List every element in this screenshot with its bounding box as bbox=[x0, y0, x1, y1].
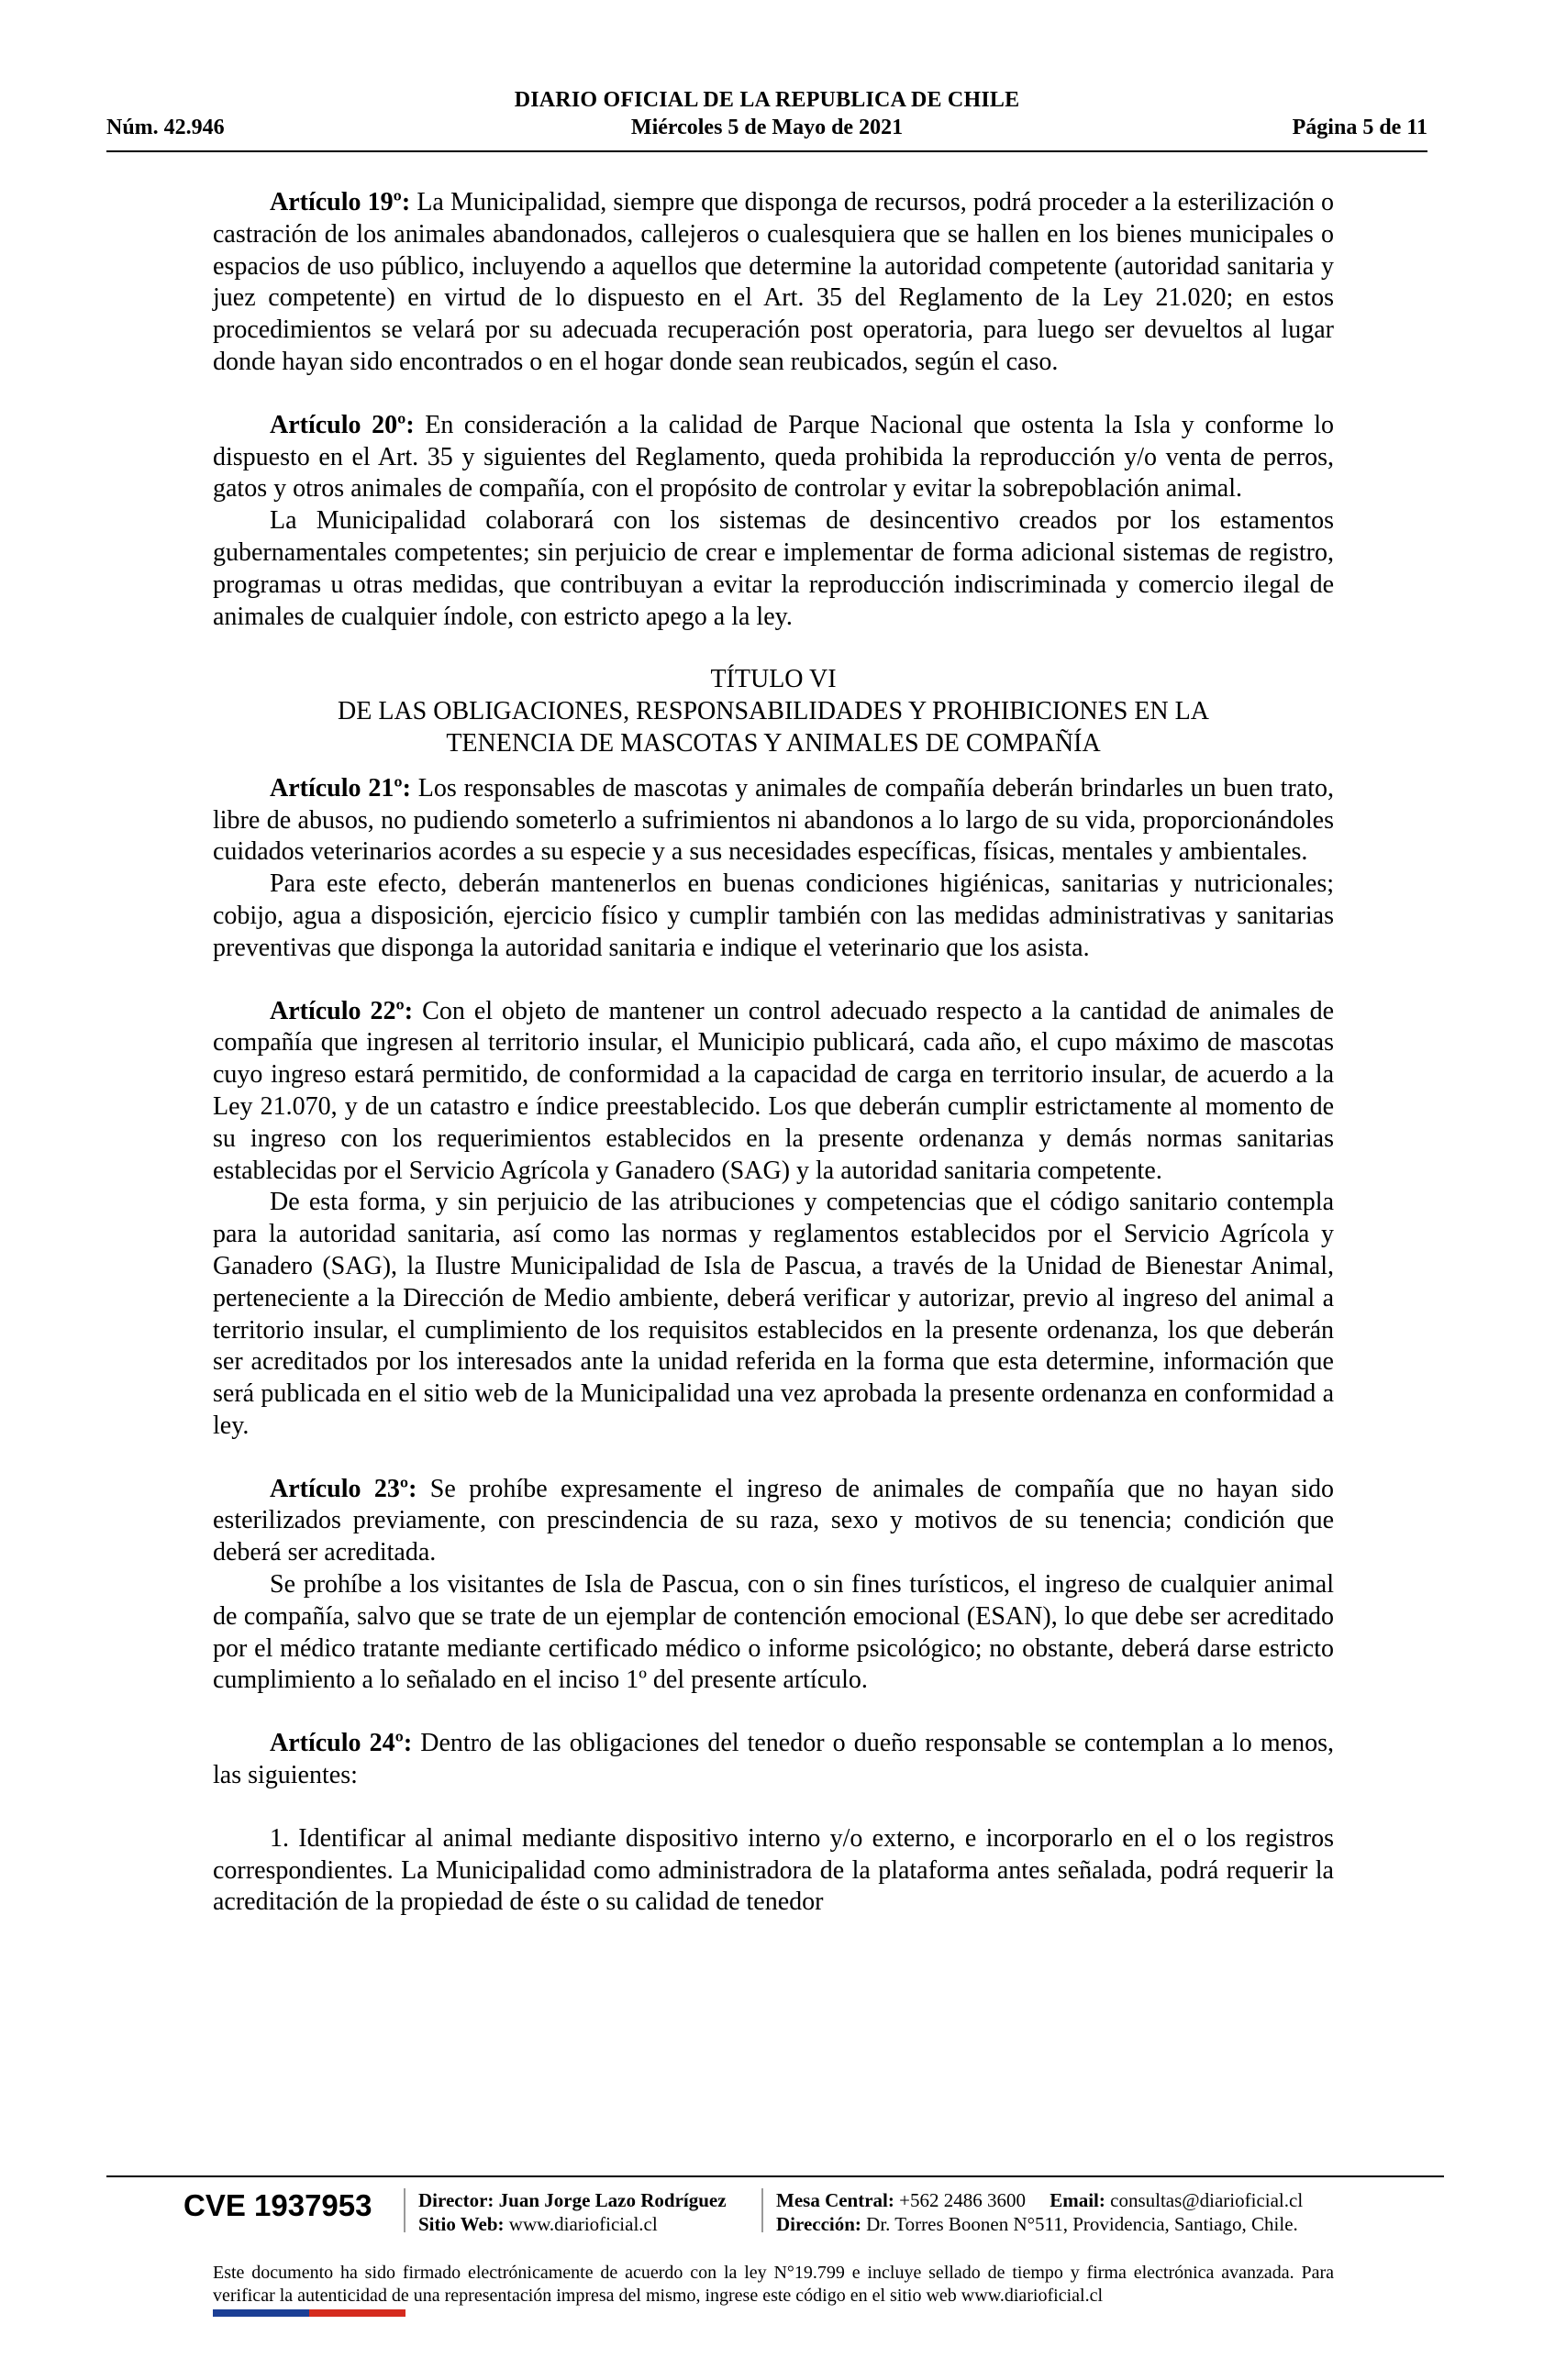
article-23-paragraph-2: Se prohíbe a los visitantes de Isla de Pascua, con o sin fines turísticos, el ingreso de cualquier animal de compañía, salvo que se trate de un ejemplar de contención emocional (ESAN), lo que debe ser acreditado por el médico tratante mediante certificado médico o informe psicológico; no obstante, deberá darse estricto cumplimiento a lo señalado en el inciso 1º del presente artículo. bbox=[213, 1570, 1334, 1695]
footer-director-block bbox=[418, 2188, 727, 2236]
email-link[interactable]: consultas@diarioficial.cl bbox=[1110, 2189, 1304, 2211]
article-22 bbox=[213, 996, 1334, 1188]
title-heading-line-1: DE LAS OBLIGACIONES, RESPONSABILIDADES Y PROHIBICIONES EN LA bbox=[338, 697, 1209, 726]
legal-notice: Este documento ha sido firmado electrónicamente de acuerdo con la ley N°19.799 e incluye sellado de tiempo y firma electrónica avanzada. Para verificar la autenticidad de una representación impresa del mismo, ingrese este código en el sitio web www.diarioficial.cl bbox=[213, 2263, 1334, 2306]
newspaper-name: DIARIO OFICIAL DE LA REPUBLICA DE CHILE bbox=[514, 88, 1020, 112]
web-link[interactable]: www.diarioficial.cl bbox=[508, 2213, 658, 2235]
director-name: Juan Jorge Lazo Rodríguez bbox=[498, 2189, 727, 2211]
phone-number: +562 2486 3600 bbox=[899, 2189, 1026, 2211]
section-title bbox=[213, 664, 1334, 759]
article-24 bbox=[213, 1728, 1334, 1792]
article-21 bbox=[213, 773, 1334, 869]
article-label: Artículo 22º: bbox=[270, 996, 414, 1025]
document-body bbox=[213, 187, 1334, 1919]
article-20 bbox=[213, 410, 1334, 505]
footer-divider bbox=[106, 2175, 1444, 2177]
article-text: Se prohíbe expresamente el ingreso de animales de compañía que no hayan sido esterilizados previamente, con prescindencia de su raza, sexo y motivos de su tenencia; condición que deberá ser acreditada. bbox=[213, 1474, 1334, 1567]
web-label: Sitio Web: bbox=[418, 2213, 505, 2235]
footer-contact-block bbox=[776, 2188, 1303, 2236]
article-19 bbox=[213, 187, 1334, 379]
article-text: La Municipalidad, siempre que disponga de recursos, podrá proceder a la esterilización o castración de los animales abandonados, callejeros o cualesquiera que se hallen en los bienes municipales o espacios de uso público, incluyendo a aquellos que determine la autoridad competente (autoridad sanitaria y juez competente) en virtud de lo dispuesto en el Art. 35 del Reglamento de la Ley 21.020; en estos procedimientos se velará por su adecuada recuperación post operatoria, para luego ser devueltos al lugar donde hayan sido encontrados o en el hogar donde sean reubicados, según el caso. bbox=[213, 188, 1334, 376]
article-text: Con el objeto de mantener un control adecuado respecto a la cantidad de animales de compañía que ingresen al territorio insular, el Municipio publicará, cada año, el cupo máximo de mascotas cuyo ingreso estará permitido, de conformidad a la capacidad de carga en territorio insular, de acuerdo a la Ley 21.070, y de un catastro e índice preestablecido. Los que deberán cumplir estrictamente al momento de su ingreso con los requerimientos establecidos en la presente ordenanza y demás normas sanitarias establecidas por el Servicio Agrícola y Ganadero (SAG) y la autoridad sanitaria competente. bbox=[213, 996, 1334, 1185]
article-label: Artículo 23º: bbox=[270, 1474, 417, 1503]
flag-red-segment bbox=[309, 2309, 405, 2317]
footer-separator bbox=[761, 2188, 763, 2232]
address-text: Dr. Torres Boonen N°511, Providencia, Santiago, Chile. bbox=[866, 2213, 1298, 2235]
article-23 bbox=[213, 1474, 1334, 1569]
flag-blue-segment bbox=[213, 2309, 309, 2317]
issue-number: Núm. 42.946 bbox=[106, 116, 225, 139]
article-label: Artículo 21º: bbox=[270, 773, 411, 803]
phone-label: Mesa Central: bbox=[776, 2189, 894, 2211]
article-21-paragraph-2: Para este efecto, deberán mantenerlos en buenas condiciones higiénicas, sanitarias y nutricionales; cobijo, agua a disposición, ejercicio físico y cumplir también con las medidas administrativas y sanitarias preventivas que disponga la autoridad sanitaria e indique el veterinario que los asista. bbox=[213, 869, 1334, 962]
article-text: En consideración a la calidad de Parque Nacional que ostenta la Isla y conforme lo dispuesto en el Art. 35 y siguientes del Reglamento, queda prohibida la reproducción y/o venta de perros, gatos y otros animales de compañía, con el propósito de controlar y evitar la sobrepoblación animal. bbox=[213, 410, 1334, 504]
article-20-paragraph-2: La Municipalidad colaborará con los sistemas de desincentivo creados por los estamentos gubernamentales competentes; sin perjuicio de crear e implementar de forma adicional sistemas de registro, programas u otras medidas, que contribuyan a evitar la reproducción indiscriminada y comercio ilegal de animales de cualquier índole, con estricto apego a la ley. bbox=[213, 506, 1334, 631]
page-number: Página 5 de 11 bbox=[1292, 116, 1427, 139]
address-label: Dirección: bbox=[776, 2213, 861, 2235]
issue-date: Miércoles 5 de Mayo de 2021 bbox=[630, 116, 904, 139]
footer-separator bbox=[404, 2188, 405, 2232]
cve-code: CVE 1937953 bbox=[183, 2188, 372, 2222]
article-text: Dentro de las obligaciones del tenedor o dueño responsable se contemplan a lo menos, las siguientes: bbox=[213, 1729, 1334, 1790]
page-header bbox=[106, 88, 1427, 147]
article-label: Artículo 24º: bbox=[270, 1729, 413, 1758]
title-number: TÍTULO VI bbox=[710, 665, 837, 694]
email-label: Email: bbox=[1050, 2189, 1105, 2211]
article-22-paragraph-2: De esta forma, y sin perjuicio de las atribuciones y competencias que el código sanitario contempla para la autoridad sanitaria, así como las normas y reglamentos establecidos por el Servicio Agrícola y Ganadero (SAG), la Ilustre Municipalidad de Isla de Pascua, a través de la Unidad de Bienestar Animal, perteneciente a la Dirección de Medio ambiente, deberá verificar y autorizar, previo al ingreso del animal a territorio insular, el cumplimiento de los requisitos establecidos en la presente ordenanza, los que deberán ser acreditados por los interesados ante la unidad referida en la forma que esta determine, información que será publicada en el sitio web de la Municipalidad una vez aprobada la presente ordenanza en conformidad a ley. bbox=[213, 1188, 1334, 1440]
article-text: Los responsables de mascotas y animales de compañía deberán brindarles un buen trato, libre de abusos, no pudiendo someterlo a sufrimientos ni abandonos a lo largo de su vida, proporcionándoles cuidados veterinarios acordes a su especie y a sus necesidades específicas, físicas, mentales y ambientales. bbox=[213, 773, 1334, 867]
title-heading-line-2: TENENCIA DE MASCOTAS Y ANIMALES DE COMPAÑÍA bbox=[446, 728, 1101, 758]
article-label: Artículo 19º: bbox=[270, 188, 411, 216]
header-divider bbox=[106, 150, 1427, 152]
director-label: Director: bbox=[418, 2189, 494, 2211]
article-24-item-1: 1. Identificar al animal mediante dispositivo interno y/o externo, e incorporarlo en el o los registros correspondientes. La Municipalidad como administradora de la plataforma antes señalada, podrá requerir la acreditación de la propiedad de éste o su calidad de tenedor bbox=[213, 1823, 1334, 1917]
article-label: Artículo 20º: bbox=[270, 410, 415, 439]
